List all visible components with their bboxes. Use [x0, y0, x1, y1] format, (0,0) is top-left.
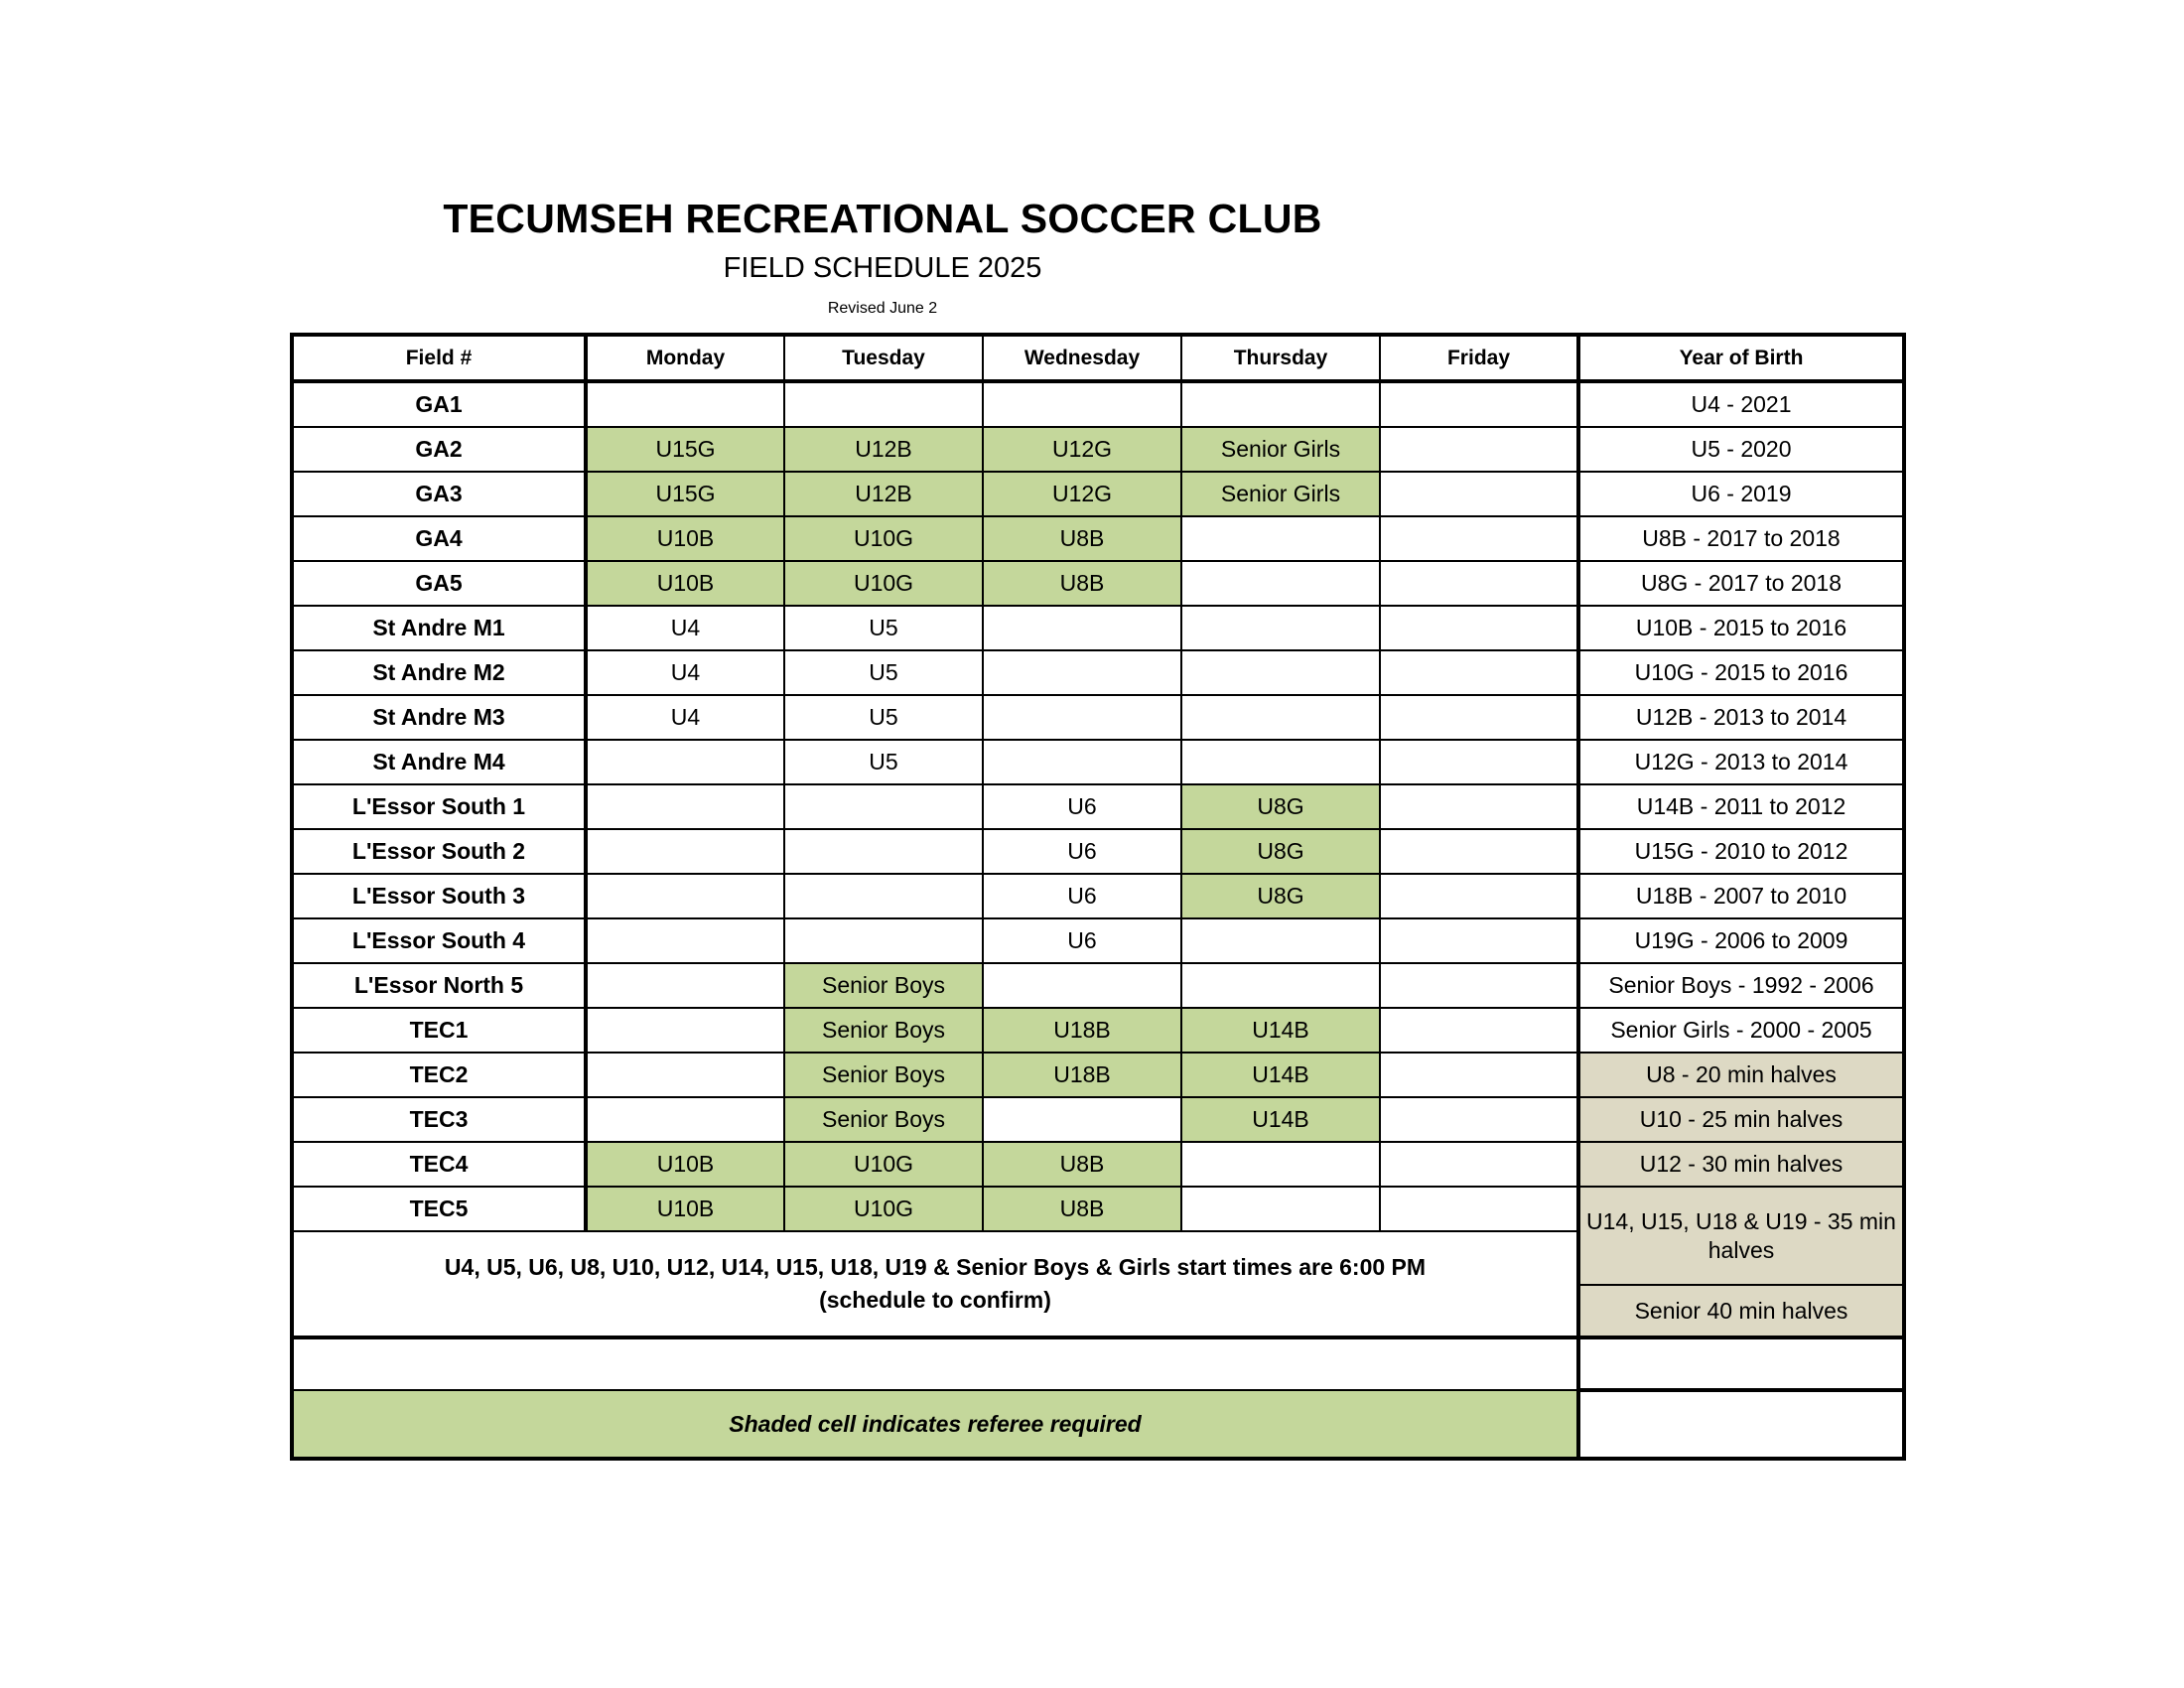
schedule-cell-thursday — [1181, 1142, 1380, 1187]
schedule-cell-monday — [586, 381, 784, 427]
schedule-cell-wednesday: U6 — [983, 829, 1181, 874]
schedule-cell-friday — [1380, 1053, 1578, 1097]
schedule-cell-thursday: U8G — [1181, 784, 1380, 829]
schedule-cell-friday — [1380, 918, 1578, 963]
schedule-cell-friday — [1380, 427, 1578, 472]
year-of-birth-cell: U8G - 2017 to 2018 — [1578, 561, 1904, 606]
schedule-cell-friday — [1380, 1187, 1578, 1231]
schedule-cell-monday: U4 — [586, 695, 784, 740]
schedule-cell-monday — [586, 829, 784, 874]
schedule-cell-friday — [1380, 650, 1578, 695]
field-name-cell: St Andre M4 — [292, 740, 586, 784]
header-row — [292, 335, 1904, 381]
schedule-cell-thursday — [1181, 650, 1380, 695]
schedule-cell-friday — [1380, 472, 1578, 516]
year-of-birth-cell: U10B - 2015 to 2016 — [1578, 606, 1904, 650]
schedule-cell-thursday — [1181, 963, 1380, 1008]
column-header-wednesday: Wednesday — [983, 335, 1181, 381]
year-of-birth-cell: U15G - 2010 to 2012 — [1578, 829, 1904, 874]
schedule-cell-friday — [1380, 516, 1578, 561]
table-row — [292, 561, 1904, 606]
year-of-birth-cell: U4 - 2021 — [1578, 381, 1904, 427]
field-name-cell: TEC4 — [292, 1142, 586, 1187]
schedule-cell-wednesday: U6 — [983, 874, 1181, 918]
schedule-cell-friday — [1380, 561, 1578, 606]
schedule-cell-friday — [1380, 695, 1578, 740]
field-name-cell: TEC5 — [292, 1187, 586, 1231]
schedule-cell-friday — [1380, 963, 1578, 1008]
schedule-cell-wednesday: U12G — [983, 472, 1181, 516]
start-time-note — [292, 1231, 1578, 1337]
schedule-cell-thursday: U14B — [1181, 1008, 1380, 1053]
schedule-cell-tuesday: U10G — [784, 516, 983, 561]
column-header-monday: Monday — [586, 335, 784, 381]
schedule-cell-tuesday — [784, 918, 983, 963]
schedule-cell-tuesday — [784, 784, 983, 829]
year-of-birth-cell: U14B - 2011 to 2012 — [1578, 784, 1904, 829]
schedule-cell-thursday: Senior Girls — [1181, 472, 1380, 516]
field-name-cell: St Andre M2 — [292, 650, 586, 695]
schedule-cell-wednesday — [983, 606, 1181, 650]
schedule-cell-wednesday — [983, 740, 1181, 784]
schedule-cell-monday — [586, 784, 784, 829]
year-of-birth-cell: U6 - 2019 — [1578, 472, 1904, 516]
schedule-cell-thursday — [1181, 740, 1380, 784]
field-name-cell: L'Essor South 1 — [292, 784, 586, 829]
column-header-thursday: Thursday — [1181, 335, 1380, 381]
year-of-birth-cell: U5 - 2020 — [1578, 427, 1904, 472]
field-name-cell: L'Essor South 3 — [292, 874, 586, 918]
schedule-cell-thursday — [1181, 918, 1380, 963]
schedule-cell-friday — [1380, 1097, 1578, 1142]
blank-cell — [292, 1337, 1578, 1390]
schedule-cell-thursday — [1181, 561, 1380, 606]
schedule-cell-monday — [586, 1008, 784, 1053]
schedule-cell-thursday — [1181, 381, 1380, 427]
schedule-cell-tuesday — [784, 874, 983, 918]
schedule-cell-friday — [1380, 381, 1578, 427]
table-row — [292, 1142, 1904, 1187]
schedule-cell-tuesday: U5 — [784, 650, 983, 695]
year-of-birth-cell: Senior Boys - 1992 - 2006 — [1578, 963, 1904, 1008]
schedule-cell-tuesday — [784, 829, 983, 874]
table-row — [292, 784, 1904, 829]
schedule-cell-monday: U10B — [586, 516, 784, 561]
year-of-birth-cell: U19G - 2006 to 2009 — [1578, 918, 1904, 963]
blank-cell — [1578, 1337, 1904, 1390]
schedule-cell-friday — [1380, 829, 1578, 874]
field-name-cell: TEC1 — [292, 1008, 586, 1053]
schedule-cell-wednesday: U8B — [983, 1142, 1181, 1187]
field-name-cell: TEC3 — [292, 1097, 586, 1142]
schedule-cell-wednesday: U18B — [983, 1008, 1181, 1053]
field-name-cell: TEC2 — [292, 1053, 586, 1097]
year-of-birth-cell: U18B - 2007 to 2010 — [1578, 874, 1904, 918]
schedule-cell-monday — [586, 1053, 784, 1097]
table-row — [292, 829, 1904, 874]
schedule-cell-thursday — [1181, 606, 1380, 650]
table-row — [292, 516, 1904, 561]
page-subtitle: FIELD SCHEDULE 2025 — [723, 252, 1042, 284]
column-header-tuesday: Tuesday — [784, 335, 983, 381]
table-row — [292, 1097, 1904, 1142]
referee-legend: Shaded cell indicates referee required — [292, 1390, 1578, 1459]
schedule-cell-monday: U10B — [586, 561, 784, 606]
senior-halves-cell: Senior 40 min halves — [1578, 1285, 1904, 1337]
table-row — [292, 427, 1904, 472]
schedule-cell-friday — [1380, 784, 1578, 829]
schedule-cell-friday — [1380, 1142, 1578, 1187]
schedule-cell-monday: U4 — [586, 606, 784, 650]
schedule-cell-tuesday: U12B — [784, 427, 983, 472]
year-of-birth-cell: U8 - 20 min halves — [1578, 1053, 1904, 1097]
table-row — [292, 1053, 1904, 1097]
start-time-note-line1: U4, U5, U6, U8, U10, U12, U14, U15, U18, U19 & Senior Boys & Girls start times are 6:00 PM — [444, 1254, 1427, 1280]
schedule-cell-monday: U10B — [586, 1142, 784, 1187]
legend-row — [292, 1390, 1904, 1459]
page-title: TECUMSEH RECREATIONAL SOCCER CLUB — [443, 196, 1322, 241]
schedule-cell-tuesday: Senior Boys — [784, 963, 983, 1008]
schedule-cell-tuesday: U10G — [784, 561, 983, 606]
schedule-cell-monday: U4 — [586, 650, 784, 695]
year-of-birth-cell: U12B - 2013 to 2014 — [1578, 695, 1904, 740]
schedule-cell-tuesday: U10G — [784, 1142, 983, 1187]
schedule-cell-wednesday: U6 — [983, 784, 1181, 829]
field-name-cell: L'Essor North 5 — [292, 963, 586, 1008]
field-name-cell: GA3 — [292, 472, 586, 516]
year-of-birth-cell: U10G - 2015 to 2016 — [1578, 650, 1904, 695]
table-row — [292, 740, 1904, 784]
schedule-cell-friday — [1380, 606, 1578, 650]
schedule-cell-tuesday: Senior Boys — [784, 1053, 983, 1097]
year-of-birth-cell: U12 - 30 min halves — [1578, 1142, 1904, 1187]
schedule-cell-wednesday — [983, 650, 1181, 695]
schedule-cell-monday: U15G — [586, 427, 784, 472]
revised-date: Revised June 2 — [827, 300, 938, 317]
schedule-cell-thursday — [1181, 1187, 1380, 1231]
year-of-birth-cell: U8B - 2017 to 2018 — [1578, 516, 1904, 561]
table-row — [292, 1187, 1904, 1231]
schedule-cell-wednesday: U6 — [983, 918, 1181, 963]
year-of-birth-cell: Senior Girls - 2000 - 2005 — [1578, 1008, 1904, 1053]
table-row — [292, 918, 1904, 963]
blank-row — [292, 1337, 1904, 1390]
column-header-year-of-birth: Year of Birth — [1578, 335, 1904, 381]
field-name-cell: L'Essor South 2 — [292, 829, 586, 874]
schedule-cell-tuesday: Senior Boys — [784, 1008, 983, 1053]
year-of-birth-cell: U12G - 2013 to 2014 — [1578, 740, 1904, 784]
schedule-cell-thursday — [1181, 516, 1380, 561]
schedule-cell-monday: U15G — [586, 472, 784, 516]
field-schedule-table — [290, 333, 1906, 1461]
field-name-cell: L'Essor South 4 — [292, 918, 586, 963]
table-row — [292, 874, 1904, 918]
table-row — [292, 472, 1904, 516]
schedule-cell-tuesday: U5 — [784, 695, 983, 740]
field-name-cell: St Andre M1 — [292, 606, 586, 650]
schedule-cell-tuesday: U5 — [784, 606, 983, 650]
column-header-field: Field # — [292, 335, 586, 381]
table-row — [292, 963, 1904, 1008]
table-row — [292, 606, 1904, 650]
schedule-cell-monday — [586, 1097, 784, 1142]
field-name-cell: GA2 — [292, 427, 586, 472]
schedule-cell-monday — [586, 963, 784, 1008]
start-time-note-line2: (schedule to confirm) — [819, 1287, 1051, 1313]
schedule-cell-monday — [586, 918, 784, 963]
schedule-cell-thursday: U8G — [1181, 829, 1380, 874]
schedule-cell-wednesday — [983, 1097, 1181, 1142]
schedule-cell-thursday: U14B — [1181, 1053, 1380, 1097]
table-row — [292, 381, 1904, 427]
schedule-cell-friday — [1380, 1008, 1578, 1053]
schedule-cell-tuesday: U12B — [784, 472, 983, 516]
schedule-cell-wednesday — [983, 695, 1181, 740]
schedule-cell-thursday: U8G — [1181, 874, 1380, 918]
schedule-cell-tuesday: U5 — [784, 740, 983, 784]
schedule-cell-friday — [1380, 874, 1578, 918]
schedule-cell-wednesday: U12G — [983, 427, 1181, 472]
field-name-cell: St Andre M3 — [292, 695, 586, 740]
schedule-cell-tuesday: Senior Boys — [784, 1097, 983, 1142]
table-row — [292, 650, 1904, 695]
schedule-cell-monday — [586, 740, 784, 784]
schedule-cell-wednesday: U8B — [983, 1187, 1181, 1231]
schedule-cell-wednesday — [983, 963, 1181, 1008]
schedule-cell-wednesday: U18B — [983, 1053, 1181, 1097]
field-name-cell: GA5 — [292, 561, 586, 606]
field-name-cell: GA4 — [292, 516, 586, 561]
year-of-birth-cell: U10 - 25 min halves — [1578, 1097, 1904, 1142]
table-row — [292, 1008, 1904, 1053]
table-row — [292, 695, 1904, 740]
schedule-cell-wednesday — [983, 381, 1181, 427]
schedule-cell-thursday: U14B — [1181, 1097, 1380, 1142]
schedule-cell-monday — [586, 874, 784, 918]
field-name-cell: GA1 — [292, 381, 586, 427]
schedule-cell-monday: U10B — [586, 1187, 784, 1231]
column-header-friday: Friday — [1380, 335, 1578, 381]
blank-cell — [1578, 1390, 1904, 1459]
schedule-cell-tuesday — [784, 381, 983, 427]
year-of-birth-cell: U14, U15, U18 & U19 - 35 min halves — [1578, 1187, 1904, 1285]
schedule-cell-thursday: Senior Girls — [1181, 427, 1380, 472]
schedule-cell-wednesday: U8B — [983, 561, 1181, 606]
schedule-cell-wednesday: U8B — [983, 516, 1181, 561]
schedule-cell-tuesday: U10G — [784, 1187, 983, 1231]
schedule-cell-thursday — [1181, 695, 1380, 740]
schedule-cell-friday — [1380, 740, 1578, 784]
